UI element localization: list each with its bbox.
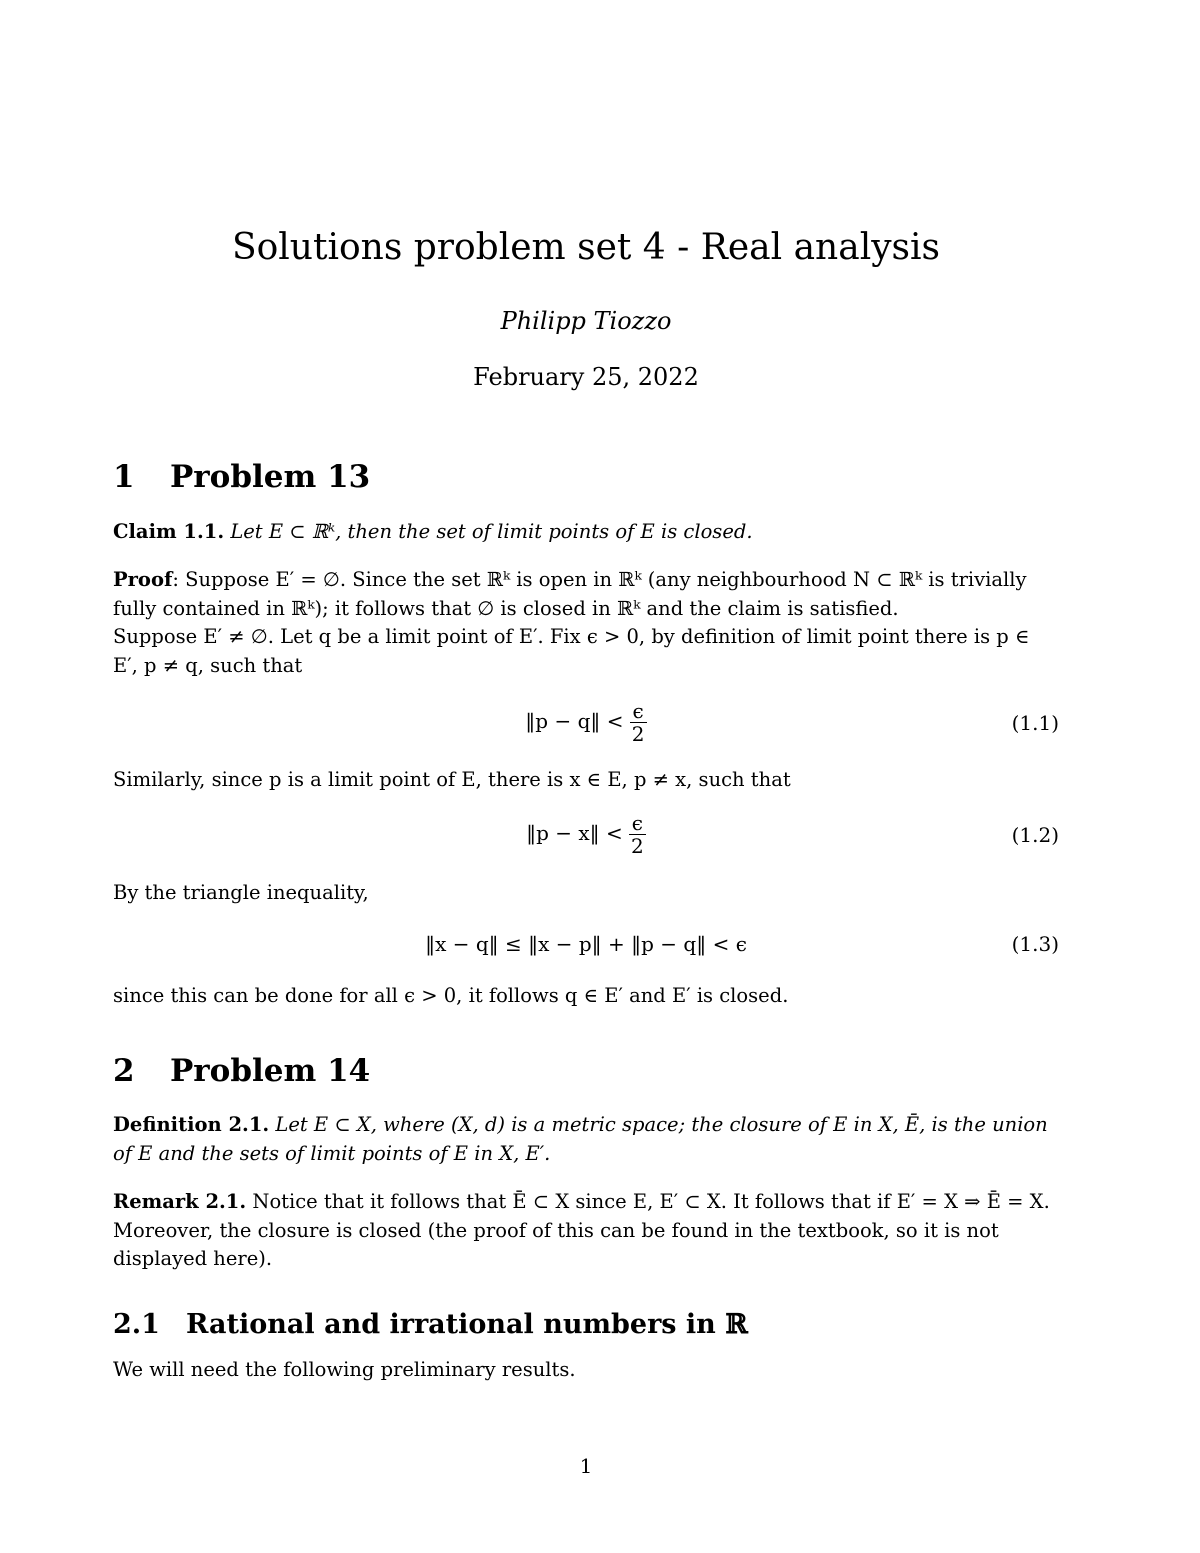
document-title: Solutions problem set 4 - Real analysis [231,227,941,268]
remark-2-1 [113,1188,1059,1274]
epsilon-half-fraction [630,700,647,745]
remark-label: Remark 2.1. [113,1190,247,1213]
equation-tag: (1.2) [1011,823,1059,847]
fraction-denominator: 2 [630,834,644,858]
section-title: Problem 13 [170,459,371,495]
equation-body: ‖x − q‖ ≤ ‖x − p‖ + ‖p − q‖ < ϵ [425,932,747,956]
equation-lhs: ‖p − q‖ < [525,709,624,733]
equation-1-1 [113,700,1059,750]
definition-text: Let E ⊂ X, where (X, d) is a metric space; the closure of E in X, Ē, is the union of E and the sets of limit points of E in X, E′. [113,1113,1048,1165]
proof-conclusion: since this can be done for all ϵ > 0, it follows q ∈ E′ and E′ is closed. [113,984,789,1007]
definition-2-1 [113,1111,1059,1168]
section-1-heading [113,457,370,497]
page-number: 1 [579,1454,593,1478]
fraction-numerator: ϵ [630,700,647,723]
section-2-heading [113,1051,370,1091]
section-number: 2 [113,1053,135,1089]
equation-1-2 [113,812,1059,862]
subsection-number: 2.1 [113,1309,160,1340]
text-after-equation-1-1: Similarly, since p is a limit point of E, there is x ∈ E, p ≠ x, such that [113,768,791,791]
equation-tag: (1.3) [1011,932,1059,956]
text-after-equation-1-2: By the triangle inequality, [113,881,369,904]
equation-tag: (1.1) [1011,711,1059,735]
author-name: Philipp Tiozzo [500,307,672,335]
equation-lhs: ‖p − x‖ < [526,821,623,845]
remark-text: Notice that it follows that Ē ⊂ X since E, E′ ⊂ X. It follows that if E′ = X ⇒ Ē = X. Moreover, the closure is closed (the proof of this can be found in the textbook, so it is not displayed here). [113,1190,1050,1271]
epsilon-half-fraction [629,812,646,857]
subsection-2-1-heading [113,1307,748,1343]
claim-1-1 [113,518,1059,547]
claim-text: Let E ⊂ ℝᵏ, then the set of limit points of E is closed. [230,520,753,543]
document-date: February 25, 2022 [473,363,699,391]
section-number: 1 [113,459,135,495]
proof-paragraph-2: Suppose E′ ≠ ∅. Let q be a limit point of E′. Fix ϵ > 0, by definition of limit point there is p ∈ E′, p ≠ q, such that [113,625,1030,677]
definition-label: Definition 2.1. [113,1113,270,1136]
subsection-title: Rational and irrational numbers in ℝ [186,1309,748,1340]
fraction-denominator: 2 [631,722,645,746]
proof-text-1: : Suppose E′ = ∅. Since the set ℝᵏ is open in ℝᵏ (any neighbourhood N ⊂ ℝᵏ is trivially fully contained in ℝᵏ); it follows that ∅ is closed in ℝᵏ and the claim is satisfied. [113,568,1027,620]
fraction-numerator: ϵ [629,812,646,835]
subsection-intro-text: We will need the following preliminary results. [113,1358,576,1381]
proof-paragraph-1 [113,566,1059,623]
claim-label: Claim 1.1. [113,520,225,543]
equation-1-3 [113,929,1059,961]
section-title: Problem 14 [170,1053,371,1089]
proof-label: Proof [113,568,173,591]
